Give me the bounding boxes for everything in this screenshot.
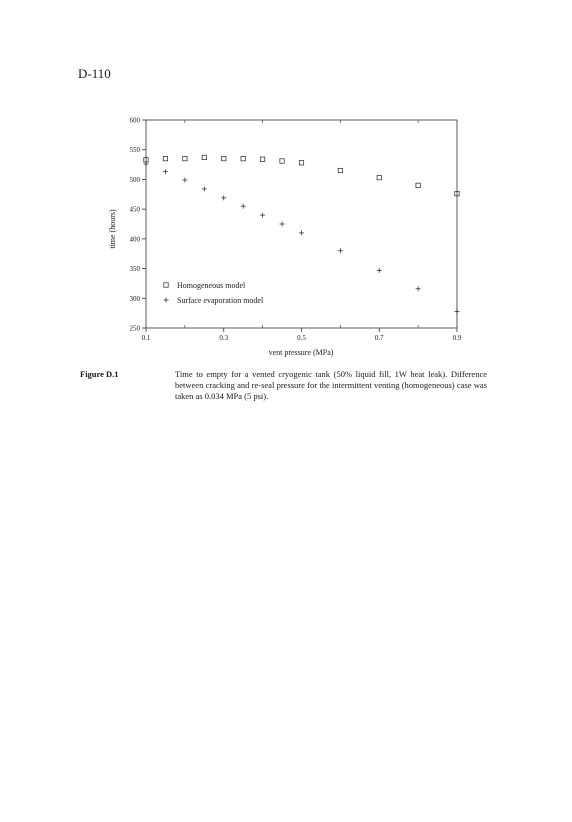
- surface-evaporation-point: [416, 286, 421, 291]
- x-tick-label: 0.9: [452, 334, 462, 342]
- x-tick-label: 0.5: [297, 334, 306, 342]
- y-tick-label: 300: [129, 294, 140, 303]
- page-number: D-110: [78, 66, 111, 81]
- legend-label: Homogeneous model: [177, 281, 246, 290]
- homogeneous-point: [299, 161, 303, 165]
- data-points: [144, 155, 460, 314]
- surface-evaporation-point: [455, 309, 460, 314]
- y-tick-label: 450: [129, 205, 140, 214]
- homogeneous-point: [377, 175, 381, 179]
- legend: [164, 281, 264, 305]
- y-tick-label: 550: [129, 146, 140, 155]
- homogeneous-point: [202, 155, 206, 159]
- homogeneous-point: [260, 157, 264, 161]
- y-axis-ticks: [130, 117, 147, 333]
- x-tick-label: 0.3: [219, 334, 229, 342]
- homogeneous-point: [338, 168, 342, 172]
- surface-evaporation-point: [241, 204, 246, 209]
- figure-caption-text: Time to empty for a vented cryogenic tank (50% liquid fill, 1W heat leak). Difference between cracking and re-seal pressure for the intermittent venting (homogeneous) case was taken as 0.034 MPa (5 psi).: [175, 369, 487, 401]
- x-tick-label: 0.1: [141, 334, 151, 342]
- x-axis-label: vent pressure (MPa): [268, 348, 334, 357]
- legend-marker: [164, 283, 168, 287]
- homogeneous-point: [241, 156, 245, 160]
- surface-evaporation-point: [377, 268, 382, 273]
- homogeneous-point: [416, 183, 420, 187]
- y-tick-label: 250: [129, 324, 140, 333]
- y-axis-label: time (hours): [108, 209, 117, 249]
- figure-caption-label: Figure D.1: [80, 369, 119, 379]
- surface-evaporation-point: [280, 222, 285, 227]
- homogeneous-point: [163, 156, 167, 160]
- surface-evaporation-point: [182, 178, 187, 183]
- legend-label: Surface evaporation model: [177, 296, 264, 305]
- y-tick-label: 400: [129, 235, 140, 244]
- y-tick-label: 600: [129, 116, 140, 125]
- surface-evaporation-point: [163, 169, 168, 174]
- homogeneous-point: [280, 159, 284, 163]
- y-tick-label: 500: [129, 175, 140, 184]
- y-tick-label: 350: [129, 265, 140, 274]
- surface-evaporation-point: [260, 213, 265, 218]
- x-tick-label: 0.7: [374, 334, 384, 342]
- homogeneous-point: [183, 156, 187, 160]
- surface-evaporation-point: [338, 248, 343, 253]
- surface-evaporation-point: [221, 195, 226, 200]
- legend-marker: [164, 298, 169, 303]
- surface-evaporation-point: [202, 186, 207, 191]
- surface-evaporation-point: [299, 230, 304, 235]
- homogeneous-point: [222, 156, 226, 160]
